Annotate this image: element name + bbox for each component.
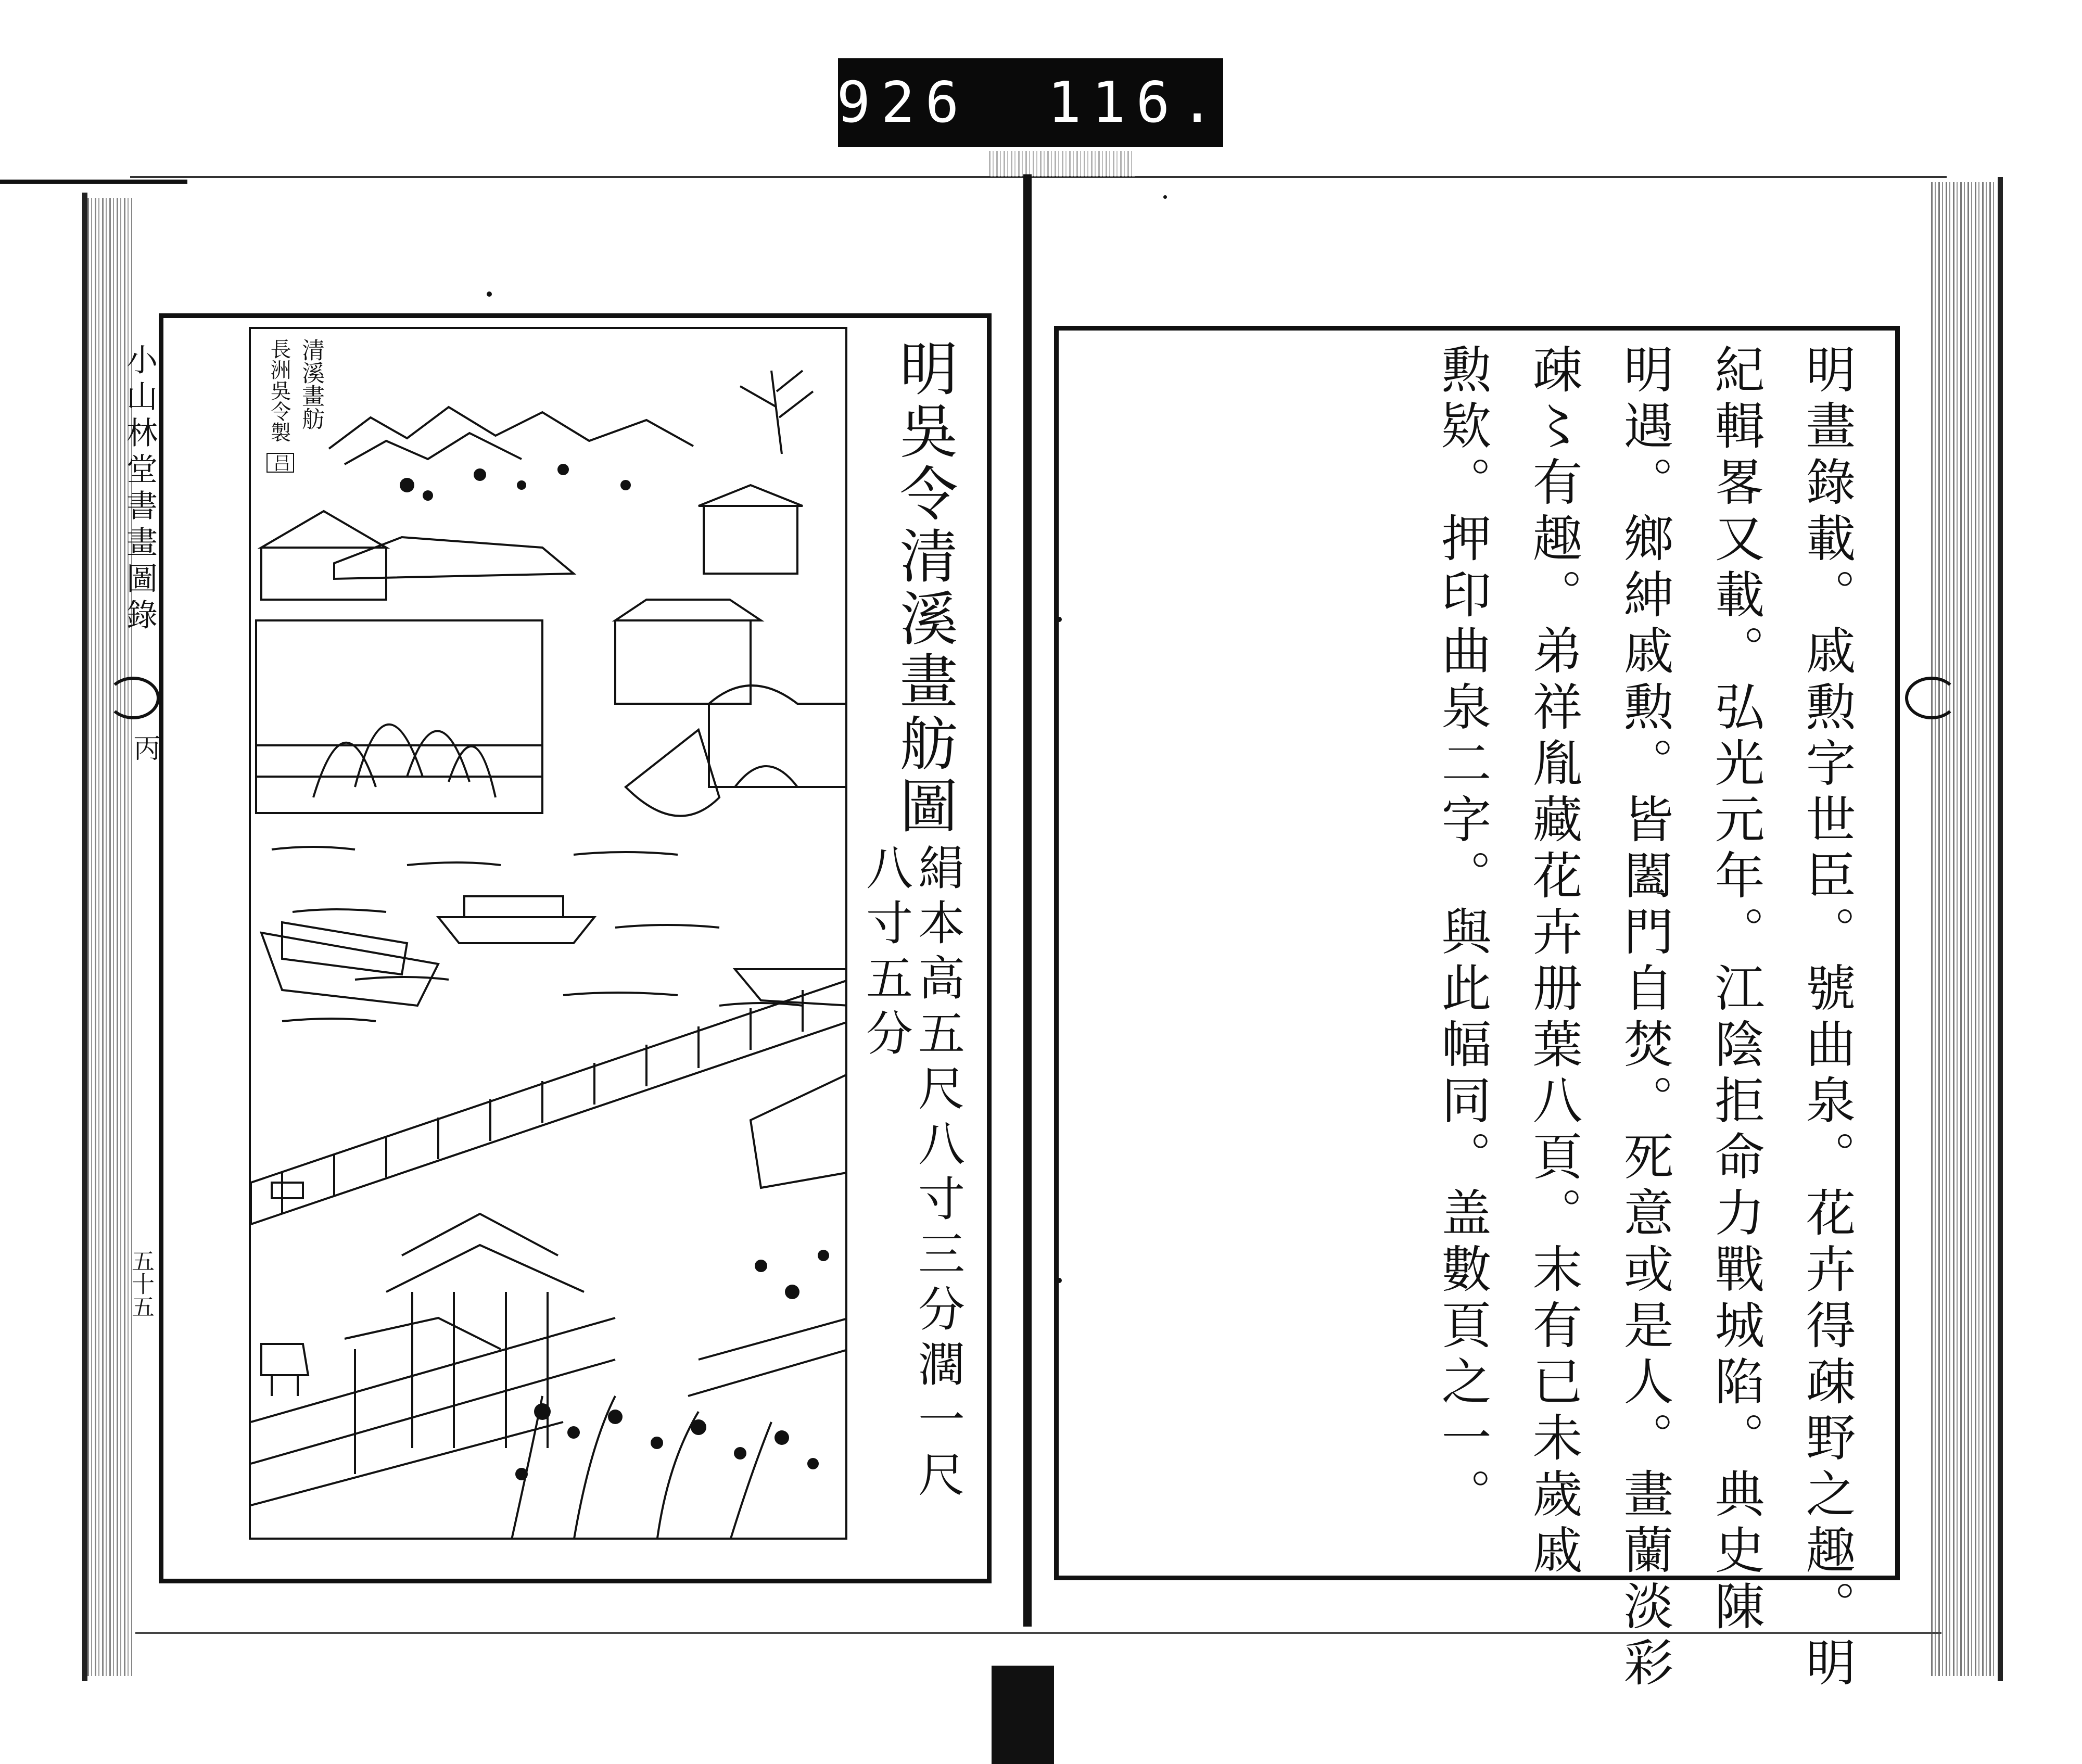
painting-illustration (251, 329, 847, 1540)
inscription-author: 長洲吳令製 (264, 338, 294, 442)
commentary-column-1: 明畫錄載。戚勲字世臣。號曲泉。花卉得疎野之趣。明 (1798, 344, 1856, 1693)
fishing-net (626, 730, 719, 816)
scan-number-badge (838, 58, 1223, 147)
floating-box (272, 1183, 303, 1198)
lower-pavilion (751, 1073, 847, 1188)
scan-speck (1057, 617, 1062, 622)
lower-wall (251, 1318, 615, 1505)
leaf-number: 五十五 (128, 1249, 154, 1318)
commentary-column-4: 疎〻有趣。弟祥胤藏花卉册葉八頁。末有已未歲戚 (1525, 344, 1583, 1580)
commentary-column-3: 明遇。鄉紳戚勲。皆闔門自焚。死意或是人。畫蘭淡彩 (1616, 344, 1674, 1693)
scan-speck (1057, 1278, 1062, 1283)
causeway-railing (251, 980, 847, 1224)
right-page-stack (1931, 182, 1996, 1676)
left-page-outer-edge (82, 193, 87, 1681)
right-page-outer-edge (1998, 177, 2003, 1681)
margin-fish-tail-mark (107, 677, 160, 719)
painting-dimensions: 絹本高五尺八寸三分濶一尺 (910, 843, 964, 1505)
stone-bridge (709, 686, 847, 787)
scan-noise-top (989, 151, 1135, 177)
left-page-top-edge (130, 176, 1025, 178)
commentary-column-5: 勲欵。押印曲泉二字。與此幅同。盖數頁之一。 (1433, 344, 1492, 1524)
upper-right-pavilion (699, 485, 803, 574)
illustration-panel (249, 327, 847, 1540)
top-rule-left (0, 180, 187, 184)
donkey-and-rider (261, 1344, 308, 1396)
right-page-top-edge (1031, 176, 1947, 178)
volume-number: 926 (836, 70, 970, 135)
foreground-trees (511, 1396, 771, 1540)
upper-left-hall (261, 511, 386, 600)
painting-title: 明吳令清溪畫舫圖 (890, 338, 958, 838)
bare-tree (740, 371, 813, 454)
page-number: 116. (1047, 70, 1225, 135)
inscription-title: 清溪畫舫 (294, 338, 327, 430)
central-wall (256, 620, 542, 813)
book-spine (1023, 174, 1032, 1627)
margin-fish-tail-mark-right (1905, 677, 1958, 719)
artist-seal: 吕 (266, 453, 294, 473)
scan-speck (1163, 195, 1167, 199)
section-mark: 丙 (129, 734, 160, 761)
memorial-archway (386, 1214, 584, 1448)
willow-trees (313, 725, 496, 797)
scan-speck (487, 291, 492, 297)
painting-dimensions-cont: 八寸五分 (858, 843, 912, 1064)
commentary-column-2: 紀輯畧又載。弘光元年。江陰拒命力戰城陷。典史陳 (1707, 344, 1765, 1636)
boat-one (438, 896, 594, 943)
boat-two (261, 922, 438, 1006)
spine-clip (992, 1666, 1054, 1764)
book-title-margin: 小山林堂書畫圖錄 (121, 344, 158, 635)
